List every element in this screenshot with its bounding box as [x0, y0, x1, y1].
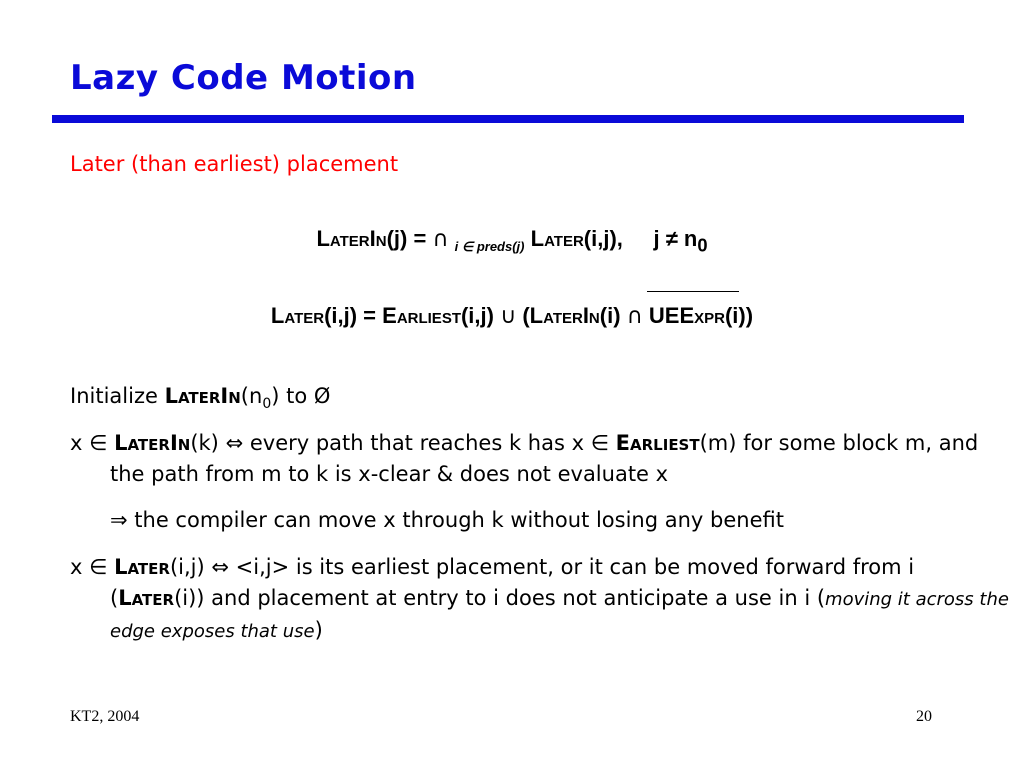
slide-title: Lazy Code Motion [70, 58, 417, 98]
title-divider [52, 115, 964, 123]
init-prefix: Initialize [70, 384, 165, 408]
b4-name2: Later [118, 586, 175, 610]
iff-symbol: ⇔ [225, 431, 244, 455]
complement-overline [649, 303, 725, 329]
bullet-laterin-def [70, 428, 1010, 490]
b4-italic: moving it across the edge exposes that use [110, 589, 1009, 642]
bullet-initialize [70, 381, 330, 420]
equation-laterin [0, 226, 1024, 256]
uee-name: xpr [694, 303, 725, 328]
b4-close: ) [314, 618, 323, 642]
b2-x: x [70, 431, 90, 455]
uee-arg: (i)) [724, 303, 754, 328]
element-of-symbol-3: ∈ [89, 555, 108, 579]
slide-number: 20 [916, 708, 932, 725]
laterin-arg: (j) = [386, 226, 433, 251]
slide-subtitle: Later (than earliest) placement [70, 152, 399, 176]
iff-symbol-2: ⇔ [211, 555, 229, 579]
b4-text2: (i)) and placement at entry to i does not anticipate a use in i ( [174, 586, 826, 610]
earliest-arg: (i,j) [460, 303, 501, 328]
laterin-arg-2: (i) [599, 303, 627, 328]
init-suffix: ) to Ø [271, 384, 331, 408]
b2-earliest: Earliest [615, 431, 700, 455]
bullet-implication [110, 505, 784, 536]
element-of-symbol: ∈ [89, 431, 108, 455]
b2-text1: every path that reaches k has x [243, 431, 591, 455]
paren-open: ( [516, 303, 530, 328]
footer-left: KT2, 2004 [70, 708, 140, 725]
equation-later [0, 303, 1024, 329]
union-symbol: ∪ [500, 304, 517, 329]
init-subscript: 0 [262, 396, 272, 412]
later-arg: (i,j) = [324, 303, 383, 328]
condition-subscript: 0 [697, 234, 708, 256]
b2-name: LaterIn [114, 431, 191, 455]
b2-text2: (m) for some block m, and the path from m to k is x-clear & does not evaluate x [110, 431, 979, 486]
equation-condition: j ≠ n [653, 226, 698, 251]
b4-x: x [70, 555, 90, 579]
bullet-later-def [70, 552, 1010, 647]
init-name: LaterIn [164, 384, 241, 408]
init-arg: (n [240, 384, 263, 408]
b2-arg: (k) [190, 431, 226, 455]
b4-name: Later [114, 555, 170, 579]
uee-prefix: UEE [648, 303, 695, 328]
later-name: Later [270, 303, 325, 328]
earliest-name: Earliest [382, 303, 461, 328]
implies-symbol: ⇒ [110, 508, 128, 532]
b4-text1: <i,j> is its earliest placement, or it can be moved forward from i ( [110, 555, 915, 610]
intersect-index: i ∈ preds(j) [454, 239, 525, 254]
laterin-name-2: LaterIn [529, 303, 600, 328]
intersect-symbol: ∩ [432, 227, 449, 252]
later-term-arg: (i,j), [583, 226, 623, 251]
later-term-name: Later [530, 226, 584, 251]
element-of-symbol-2: ∈ [590, 431, 609, 455]
intersect-symbol-2: ∩ [626, 304, 643, 329]
b4-arg: (i,j) [169, 555, 212, 579]
b3-text: the compiler can move x through k without losing any benefit [127, 508, 784, 532]
laterin-name: LaterIn [316, 226, 387, 251]
